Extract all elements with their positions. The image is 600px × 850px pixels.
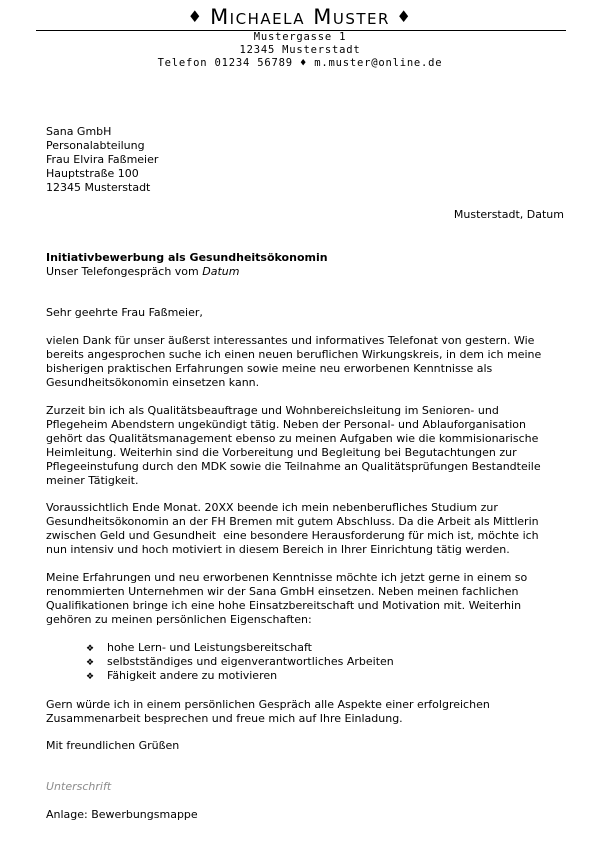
closing-text: Mit freundlichen Grüßen (46, 739, 180, 752)
recipient-line: Frau Elvira Faßmeier (46, 153, 159, 166)
paragraph-line: bereits angesprochen suche ich einen neuen beruflichen Wirkungskreis, in dem ich meine (46, 348, 542, 361)
recipient-line: 12345 Musterstadt (46, 181, 151, 194)
paragraph-line: bisherigen praktischen Erfahrungen sowie meine neu erworbenen Kenntnisse als (46, 362, 493, 375)
paragraph-line: Zurzeit bin ich als Qualitätsbeauftrage und Wohnbereichsleitung im Senioren- und (46, 404, 499, 417)
paragraph-line: Qualifikationen bringe ich eine hohe Einsatzbereitschaft und Motivation mit. Weiterhin (46, 599, 522, 612)
paragraph-line: nun intensiv und hoch motiviert in diesem Bereich in Ihrer Einrichtung tätig werden. (46, 543, 510, 556)
closing (46, 739, 576, 753)
bullet-icon: ❖ (86, 658, 95, 668)
paragraph-4 (46, 571, 576, 627)
paragraph-line: zwischen Geld und Gesundheit eine besondere Herausforderung für mich ist, möchte ich (46, 529, 539, 542)
paragraph-1 (46, 334, 576, 390)
attachment-note (46, 808, 576, 822)
recipient-address (46, 125, 576, 195)
sender-name (30, 4, 570, 30)
paragraph-line: Pflegeeinstufung durch den MDK sowie die Teilnahme an Qualitätsprüfungen Bestandteile (46, 460, 541, 473)
paragraph-line: Heimleitung. Weiterhin sind die Vorbereitung und Begleitung bei Begutachtungen zur (46, 446, 517, 459)
paragraph-line: gehören zu meinen persönlichen Eigenschaften: (46, 613, 312, 626)
list-item (86, 641, 394, 655)
paragraph-line: Gesundheitsökonomin einsetzen kann. (46, 376, 260, 389)
signature-placeholder (46, 780, 576, 794)
paragraph-line: Zusammenarbeit besprechen und freue mich auf Ihre Einladung. (46, 712, 403, 725)
recipient-line: Personalabteilung (46, 139, 145, 152)
paragraph-5 (46, 698, 576, 726)
list-item-text: selbstständiges und eigenverantwortliches Arbeiten (107, 655, 394, 668)
sender-contact: Telefon 01234 56789 ♦ m.muster@online.de (157, 57, 443, 69)
list-item-text: Fähigkeit andere zu motivieren (107, 669, 278, 682)
paragraph-line: vielen Dank für unser äußerst interessantes und informatives Telefonat von gestern. Wie (46, 334, 535, 347)
sender-name-text: Michaela Muster (210, 5, 390, 29)
bullet-icon: ❖ (86, 644, 95, 654)
subject-reference (46, 265, 576, 279)
paragraph-2 (46, 404, 576, 488)
attachment-text: Anlage: Bewerbungsmappe (46, 808, 198, 821)
paragraph-line: Gesundheitsökonomin an der FH Bremen mit gutem Abschluss. Da die Arbeit als Mittlerin (46, 515, 539, 528)
sender-street: Mustergasse 1 (253, 31, 347, 43)
paragraph-line: renommierten Unternehmen wir der Sana GmbH einsetzen. Neben meinen fachlichen (46, 585, 519, 598)
signature-text: Unterschrift (46, 780, 112, 793)
diamond-icon-right: ♦ (389, 7, 413, 26)
paragraph-line: Meine Erfahrungen und neu erworbenen Kenntnisse möchte ich jetzt gerne in einem so (46, 571, 528, 584)
paragraph-3 (46, 501, 576, 557)
sender-city: 12345 Musterstadt (239, 44, 361, 56)
salutation-text: Sehr geehrte Frau Faßmeier, (46, 306, 203, 319)
paragraph-line: meiner Tätigkeit. (46, 474, 139, 487)
subject-reference-date: Datum (202, 265, 240, 278)
paragraph-line: gehört das Qualitätsmanagement ebenso zu meinen Aufgaben wie die kommisionarische (46, 432, 539, 445)
list-item (86, 669, 394, 683)
subject-reference-text: Unser Telefongespräch vom (46, 265, 203, 278)
place-date: Musterstadt, Datum (453, 208, 564, 221)
diamond-icon-left: ♦ (187, 7, 211, 26)
recipient-line: Hauptstraße 100 (46, 167, 139, 180)
paragraph-line: Voraussichtlich Ende Monat. 20XX beende ich mein nebenberufliches Studium zur (46, 501, 498, 514)
paragraph-line: Gern würde ich in einem persönlichen Gespräch alle Aspekte einer erfolgreichen (46, 698, 490, 711)
subject-block (46, 251, 576, 279)
salutation (46, 306, 576, 320)
list-item (86, 655, 394, 669)
paragraph-line: Pflegeheim Abendstern ungekündigt tätig. Neben der Personal- und Ablauforganisation (46, 418, 526, 431)
subject-title: Initiativbewerbung als Gesundheitsökonomin (46, 251, 328, 264)
list-item-text: hohe Lern- und Leistungsbereitschaft (107, 641, 312, 654)
bullet-icon: ❖ (86, 672, 95, 682)
recipient-line: Sana GmbH (46, 125, 112, 138)
qualities-list (86, 641, 394, 683)
